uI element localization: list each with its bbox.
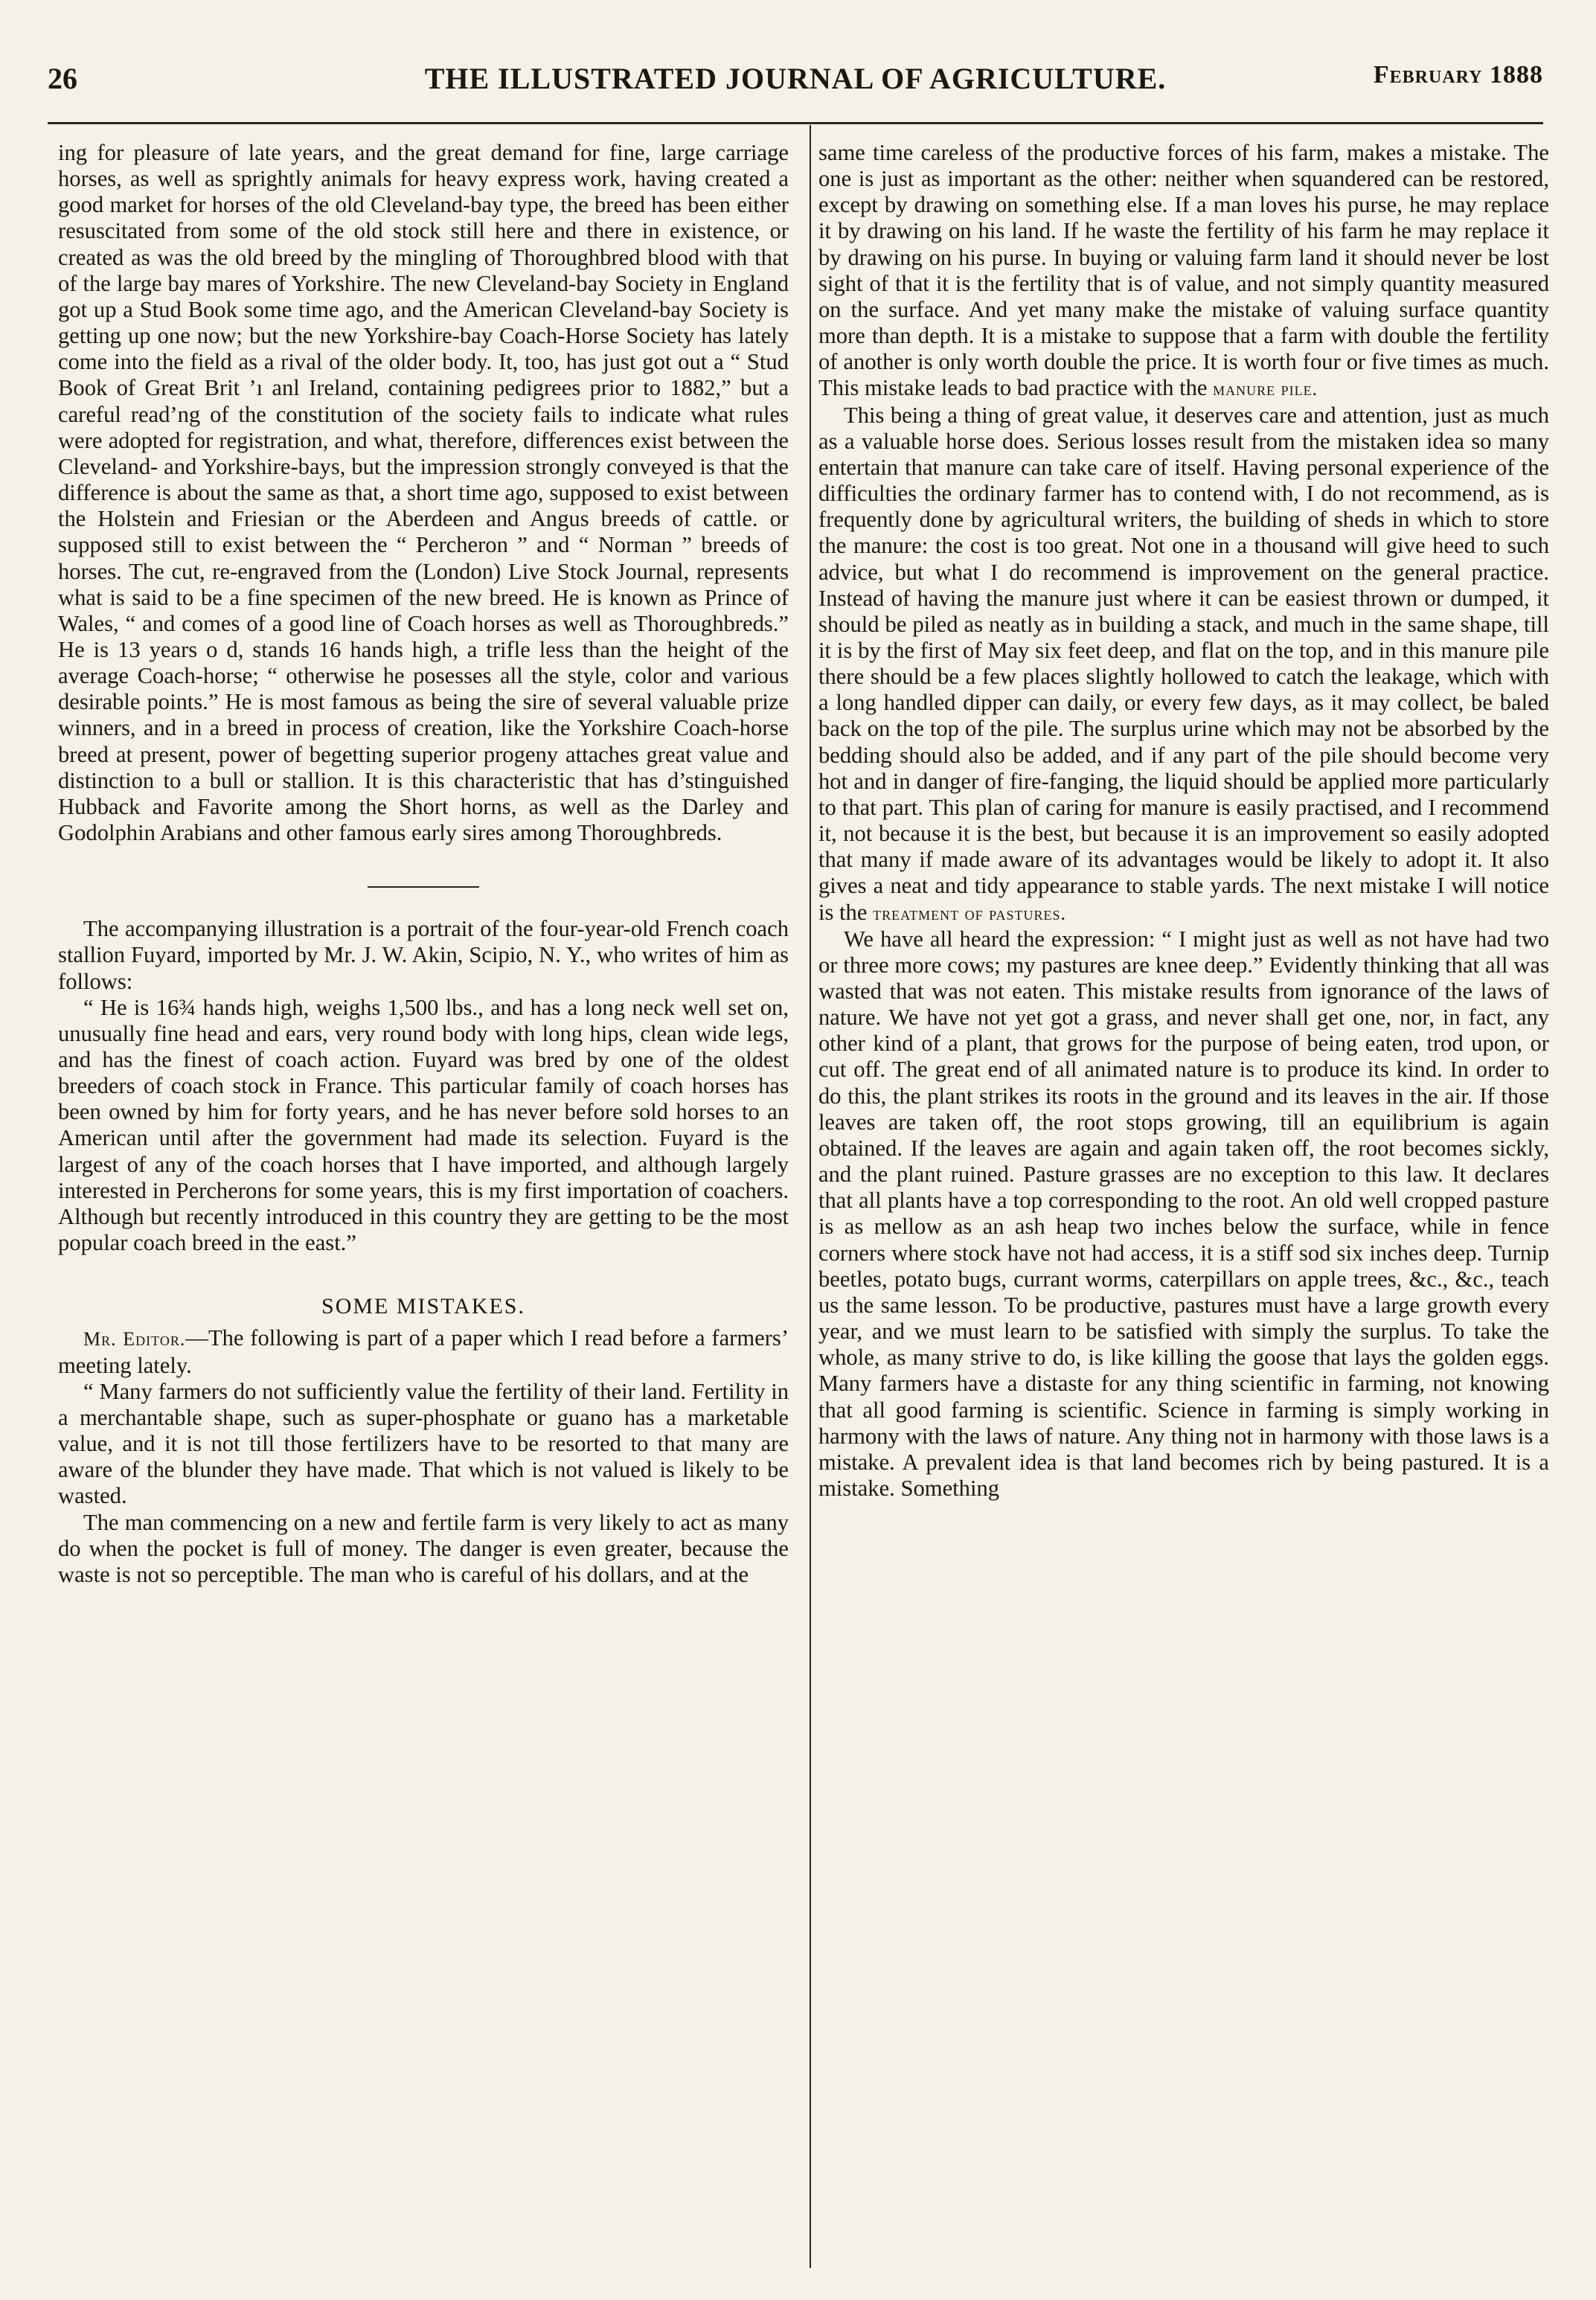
paragraph-manure — [818, 403, 1549, 926]
paragraph-illustration-intro: The accompanying illustration is a portrait of the four-year-old French coach stallion Fuyard, imported by Mr. J. W. Akin, Scipio, N. Y., who writes of him as follows: — [58, 916, 789, 994]
farm-value-text: same time careless of the productive forces of his farm, makes a mistake. The one is just as important as the other: neither when squandered can be restored, except by drawing on something else. If a man loves his purse, he may replace it by drawing on his land. If he waste the fertility of his farm he may replace it by drawing on his purse. In buying or valuing farm land it should never be lost sight of that it is the fertility that is of value, and not simply quantity measured on the surface. And yet many make the mistake of valuing surface quantity more than depth. It is a mistake to suppose that a farm with double the fertility of another is only worth double the price. It is worth four or five times as much. This mistake leads to bad practice with the — [818, 140, 1549, 401]
salutation: Mr. Editor. — [83, 1328, 186, 1351]
section-divider — [368, 886, 479, 888]
paragraph-pastures: We have all heard the expression: “ I might just as well as not have had two or three more cows; my pastures are knee deep.” Evidently thinking that all was wasted that was not eaten. This mistake results from ignorance of the laws of nature. We have not yet got a grass, and never shall get one, nor, in fact, any other kind of a plant, that grows for the purpose of being eaten, trod upon, or cut off. The great end of all animated nature is to produce its kind. In order to do this, the plant strikes its roots in the ground and its leaves in the air. If those leaves are taken off, the root stops growing, till an equilibrium is again obtained. If the leaves are again and again taken off, the root becomes sickly, and the plant ruined. Pasture grasses are no exception to this law. It declares that all plants have a top corresponding to the root. An old well cropped pasture is as mellow as an ash heap two inches below the surface, while in fence corners where stock have not had access, it is a stiff sod six inches deep. Turnip beetles, potato bugs, currant worms, caterpillars on apple trees, &c., &c., teach us the same lesson. To be productive, pastures must have a large growth every year, and we must learn to be satisfied with simply the surplus. To take the whole, as many strive to do, is like killing the goose that lays the golden eggs. Many farmers have a distaste for any thing scientific in farming, not knowing that all good farming is scientific. Science in farming is simply working in harmony with the laws of nature. Any thing not in harmony with those laws is a mistake. A prevalent idea is that land becomes rich by being pastured. It is a mistake. Something — [818, 926, 1549, 1501]
paragraph-editor-note — [58, 1325, 789, 1378]
paragraph-fuyard-quote: “ He is 16¾ hands high, weighs 1,500 lbs., and has a long neck well set on, unusually fine head and ears, very round body with long hips, clean wide legs, and has the finest of coach action. Fuyard was bred by one of the oldest breeders of coach stock in France. This particular family of coach horses has been owned by him for forty years, and he has never before sold horses to an American until after the government had made its selection. Fuyard is the largest of any of the coach horses that I have imported, and although largely interested in Percherons for some years, this is my first importation of coachers. Although but recently introduced in this country they are getting to be the most popular coach breed in the east.” — [58, 994, 789, 1256]
editor-note-text: —The following is part of a paper which I read before a farmers’ meeting lately. — [58, 1325, 789, 1378]
left-column — [58, 140, 789, 2268]
page-number: 26 — [48, 62, 77, 95]
term-treatment-of-pastures: treatment of pastures. — [873, 902, 1066, 924]
paragraph-farm-value — [818, 140, 1549, 403]
manure-text: This being a thing of great value, it deserves care and attention, just as much as a valuable horse does. Serious losses result from the mistaken idea so many entertain that manure can take care of itself. Having personal experience of the difficulties the ordinary farmer has to contend with, I do not recommend, as is frequently done by agricultural writers, the building of sheds in which to store the manure: the cost is too great. Not one in a thousand will give heed to such advice, but what I do recommend is improvement on the general practice. Instead of having the manure just where it can be easiest thrown or dumped, it should be piled as neatly as in building a stack, and much in the same shape, till it is by the first of May six feet deep, and flat on the top, and in this manure pile there should be a few places slightly hollowed to catch the leakage, which with a long handled dipper can daily, or every few days, as it may collect, be baled back on the top of the pile. The surplus urine which may not be absorbed by the bedding should also be added, and if any part of the pile should become very hot and in danger of fire-fanging, the liquid should be applied more particularly to that part. This plan of caring for manure is easily practised, and I recommend it, not because it is the best, but because it is an improvement so easily adopted that many if made aware of its advantages would be likely to adopt it. It also gives a neat and tidy appearance to stable yards. The next mistake I will notice is the — [818, 402, 1549, 925]
journal-title: THE ILLUSTRATED JOURNAL OF AGRICULTURE. — [424, 62, 1167, 95]
page-header — [48, 61, 1543, 106]
issue-date: February 1888 — [1373, 61, 1543, 89]
column-divider — [810, 125, 811, 2268]
right-column — [818, 140, 1549, 2268]
header-rule — [48, 122, 1543, 124]
paragraph-horse-breeds: ing for pleasure of late years, and the great demand for fine, large carriage horses, as well as sprightly animals for heavy express work, having created a good market for horses of the old Cleveland-bay type, the breed has been either resuscitated from some of the old stock still here and there in existence, or created as was the old breed by the mingling of Thoroughbred blood with that of the large bay mares of Yorkshire. The new Cleveland-bay Society in England got up a Stud Book some time ago, and the American Cleveland-bay Society is getting up one now; but the new Yorkshire-bay Coach-Horse Society has lately come into the field as a rival of the older body. It, too, has just got out a “ Stud Book of Great Brit ’ı anl Ireland, containing pedigrees prior to 1882,” but a careful read’ng of the constitution of the society fails to indicate what rules were adopted for registration, and what, therefore, differences exist between the Cleveland- and Yorkshire-bays, but the impression strongly conveyed is that the difference is about the same as that, a short time ago, supposed to exist between the Holstein and Friesian or the Aberdeen and Angus breeds of cattle. or supposed still to exist between the “ Percheron ” and “ Norman ” breeds of horses. The cut, re-engraved from the (London) Live Stock Journal, represents what is said to be a fine specimen of the new breed. He is known as Prince of Wales, “ and comes of a good line of Coach horses as well as Thoroughbreds.” He is 13 years o d, stands 16 hands high, a trifle less than the height of the average Coach-horse; “ otherwise he posesses all the style, color and various desirable points.” He is most famous as being the sire of several valuable prize winners, and in a breed in process of creation, like the Yorkshire Coach-horse breed at present, power of begetting superior progeny attaches great value and distinction to a bull or stallion. It is this characteristic that has d’stinguished Hubback and Favorite among the Short horns, as well as the Darley and Godolphin Arabians and other famous early sires among Thoroughbreds. — [58, 140, 789, 846]
paragraph-new-farm: The man commencing on a new and fertile farm is very likely to act as many do when the pocket is full of money. The danger is even greater, because the waste is not so perceptible. The man who is careful of his dollars, and at the — [58, 1509, 789, 1587]
term-manure-pile: manure pile. — [1213, 378, 1318, 400]
article-heading: SOME MISTAKES. — [321, 1294, 525, 1319]
paragraph-fertility: “ Many farmers do not sufficiently value the fertility of their land. Fertility in a merchantable shape, such as super-phosphate or guano has a marketable value, and it is not till those fertilizers have to be resorted to that many are aware of the blunder they have made. That which is not valued is likely to be wasted. — [58, 1378, 789, 1509]
